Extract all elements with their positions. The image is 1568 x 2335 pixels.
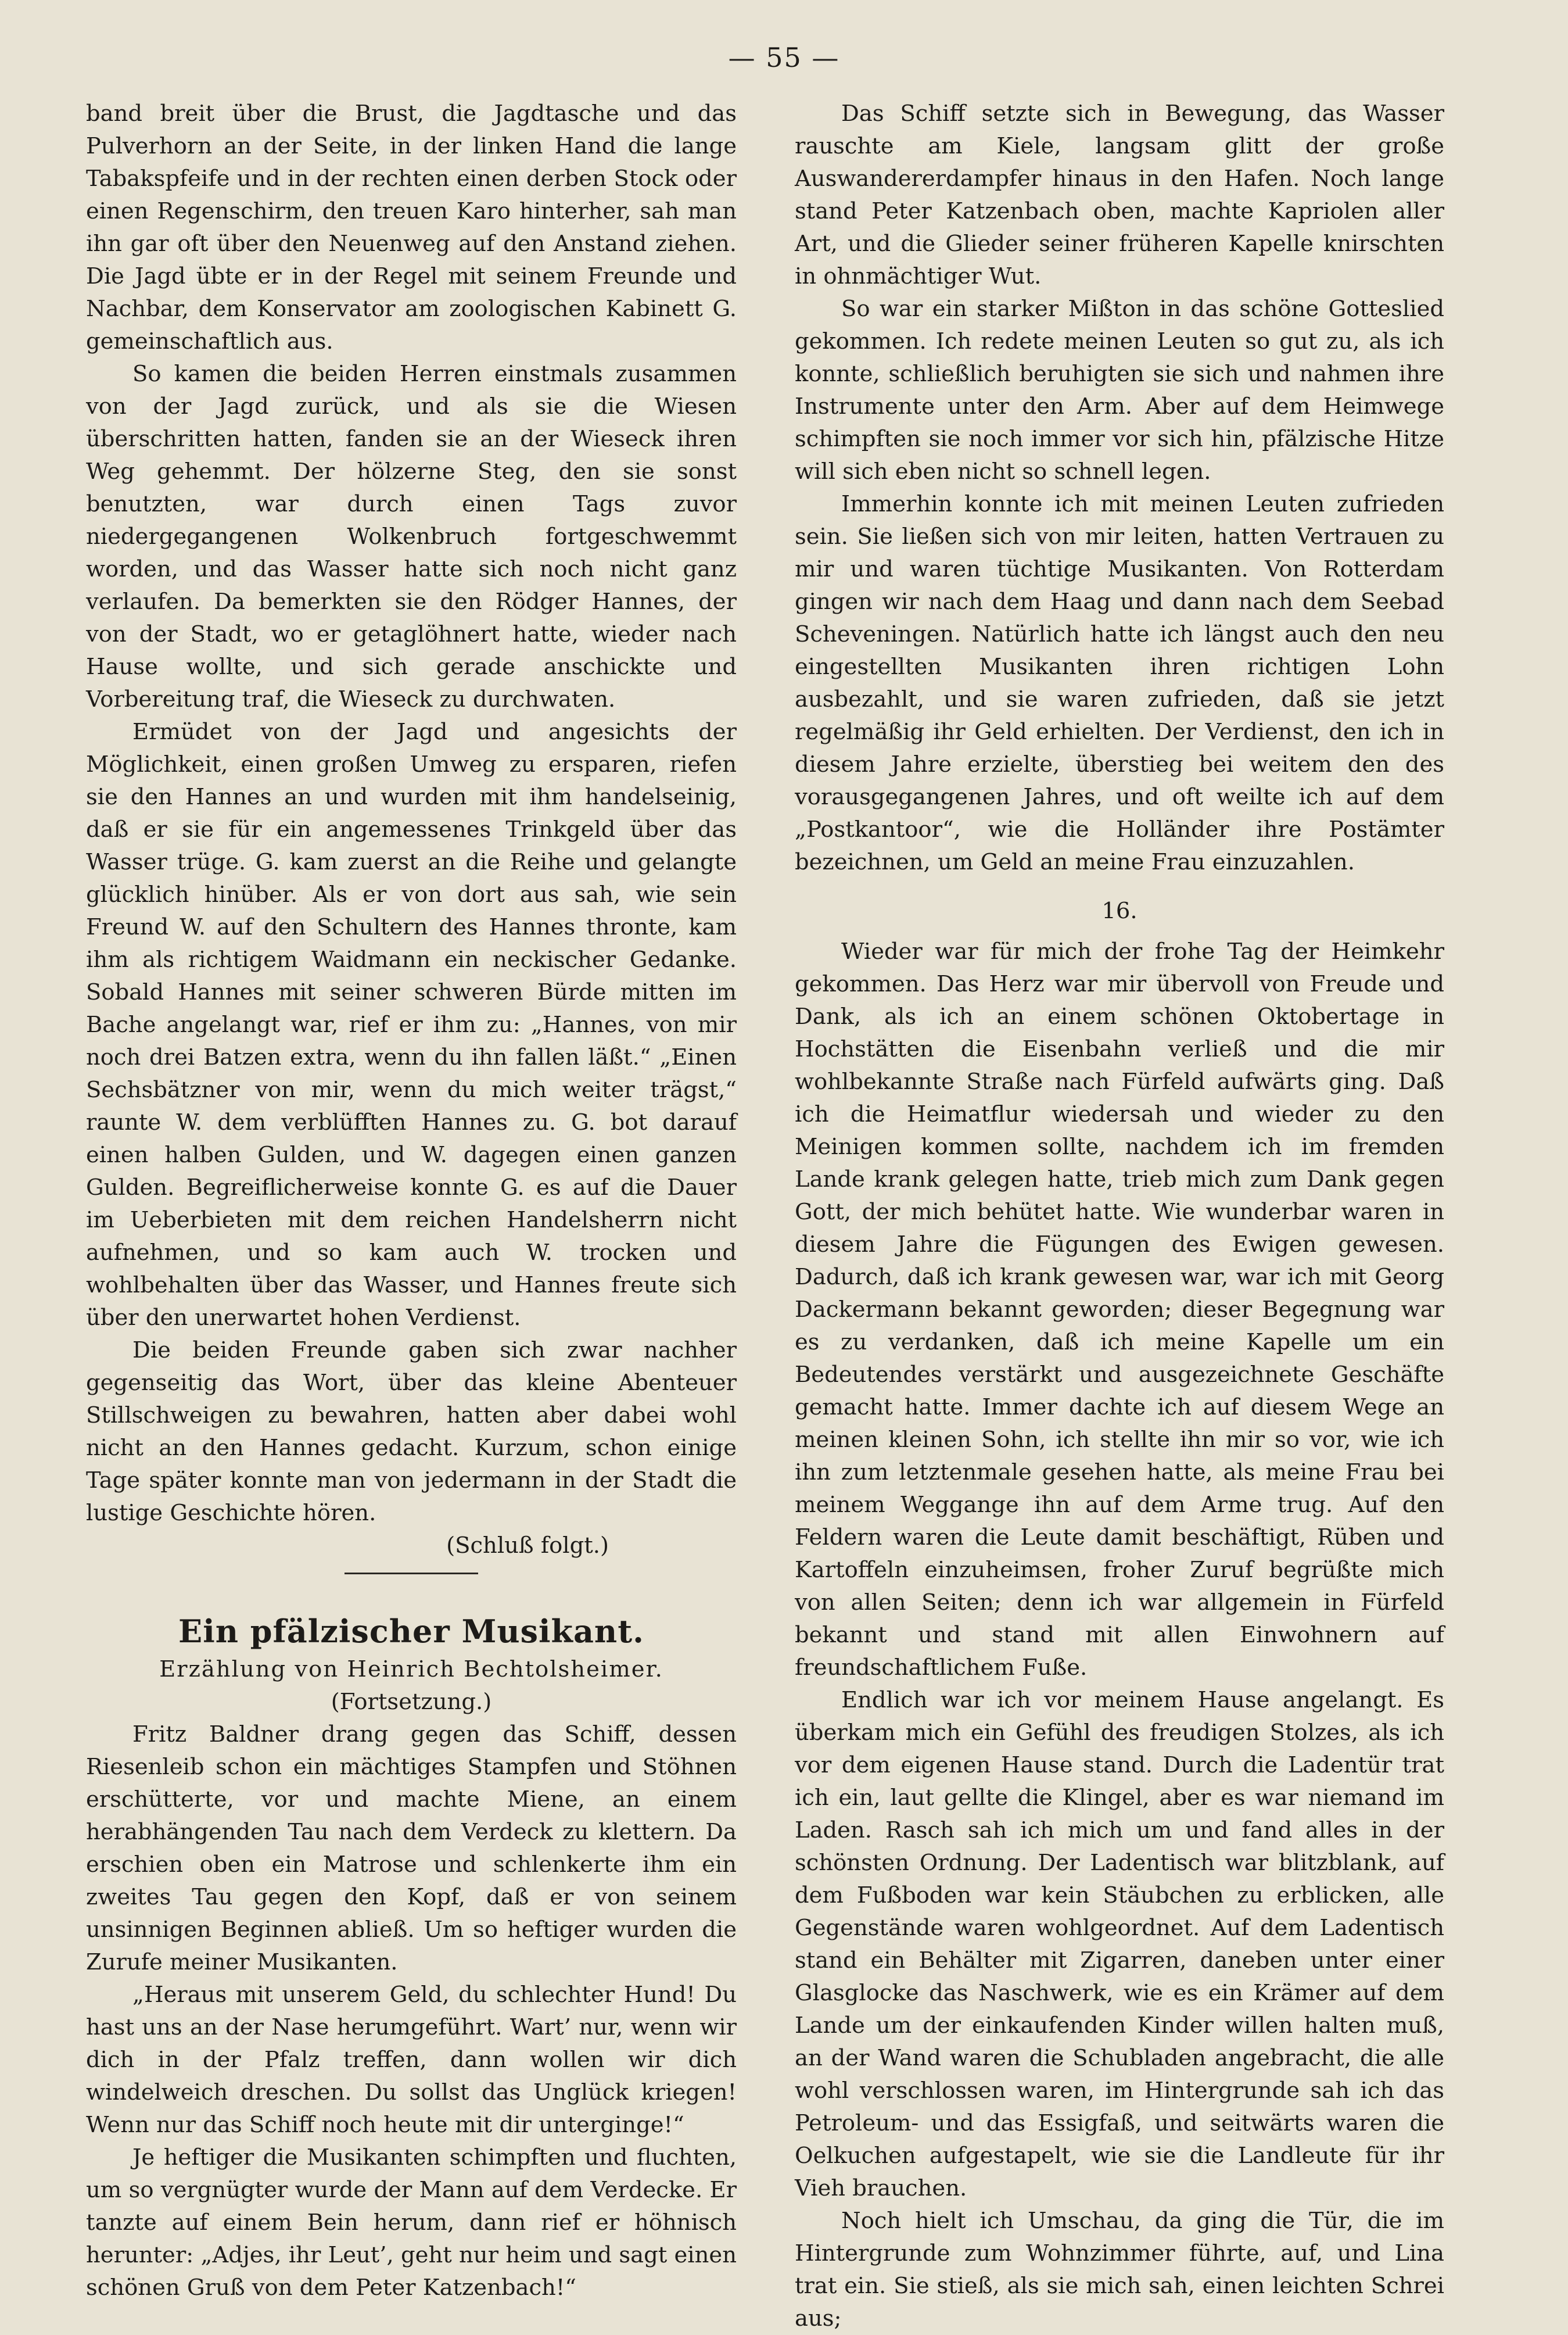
paragraph: Endlich war ich vor meinem Hause angelangt. Es überkam mich ein Gefühl des freudigen Stolzes, als ich vor dem eigenen Hause stand. Durch die Ladentür trat ich ein, laut gellte die Klingel, aber es war niemand im Laden. Rasch sah ich mich um und fand alles in der schönsten Ordnung. Der Ladentisch war blitzblank, auf dem Fußboden war kein Stäubchen zu erblicken, alle Gegenstände waren wohlgeordnet. Auf dem Ladentisch stand ein Behälter mit Zigarren, daneben unter einer Glasglocke das Naschwerk, wie es ein Krämer auf dem Lande um der einkaufenden Kinder willen halten muß, an der Wand waren die Schubladen angebracht, die alle wohl verschlossen waren, im Hintergrunde sah ich das Petroleum- und das Essigfaß, und seitwärts waren die Oelkuchen aufgestapelt, wie sie die Landleute für ihr Vieh brauchen.: [795, 1687, 1444, 2201]
chapter-number: 16.: [1101, 898, 1138, 924]
article-subtitle: Erzählung von Heinrich Bechtolsheimer.: [159, 1656, 663, 1682]
article-continuation-label: (Fortsetzung.): [331, 1689, 492, 1715]
paragraph: „Heraus mit unserem Geld, du schlechter Hund! Du hast uns an der Nase herumgeführt. Wart’ nur, wenn wir dich in der Pfalz treffen, dann wollen wir dich windelweich dreschen. Du sollst das Unglück kriegen! Wenn nur das Schiff noch heute mit dir unterginge!“: [86, 1982, 737, 2138]
paragraph: Je heftiger die Musikanten schimpften und fluchten, um so vergnügter wurde der Mann auf dem Verdecke. Er tanzte auf einem Bein herum, dann rief er höhnisch herunter: „Adjes, ihr Leut’, geht nur heim und sagt einen schönen Gruß von dem Peter Katzenbach!“: [86, 2144, 737, 2301]
paragraph: So kamen die beiden Herren einstmals zusammen von der Jagd zurück, und als sie die Wiesen überschritten hatten, fanden sie an der Wieseck ihren Weg gehemmt. Der hölzerne Steg, den sie sonst benutzten, war durch einen Tags zuvor niedergegangenen Wolkenbruch fortgeschwemmt worden, und das Wasser hatte sich noch nicht ganz verlaufen. Da bemerkten sie den Rödger Hannes, der von der Stadt, wo er getaglöhnert hatte, wieder nach Hause wollte, und sich gerade anschickte und Vorbereitung traf, die Wieseck zu durchwaten.: [86, 361, 737, 712]
paragraph: Die beiden Freunde gaben sich zwar nachher gegenseitig das Wort, über das kleine Abenteuer Stillschweigen zu bewahren, hatten aber dabei wohl nicht an den Hannes gedacht. Kurzum, schon einige Tage später konnte man von jedermann in der Stadt die lustige Geschichte hören.: [86, 1337, 737, 1526]
article-title: Ein pfälzischer Musikant.: [178, 1613, 644, 1650]
paragraph: Das Schiff setzte sich in Bewegung, das Wasser rauschte am Kiele, langsam glitt der große Auswandererdampfer hinaus in den Hafen. Noch lange stand Peter Katzenbach oben, machte Kapriolen aller Art, und die Glieder seiner früheren Kapelle knirschten in ohnmächtiger Wut.: [795, 101, 1444, 289]
paragraph: Immerhin konnte ich mit meinen Leuten zufrieden sein. Sie ließen sich von mir leiten, hatten Vertrauen zu mir und waren tüchtige Musikanten. Von Rotterdam gingen wir nach dem Haag und dann nach dem Seebad Scheveningen. Natürlich hatte ich längst auch den neu eingestellten Musikanten ihren richtigen Lohn ausbezahlt, und sie waren zufrieden, daß sie jetzt regelmäßig ihr Geld erhielten. Der Verdienst, den ich in diesem Jahre erzielte, überstieg bei weitem den des vorausgegangenen Jahres, und oft weilte ich auf dem „Postkantoor“, wie die Holländer ihre Postämter bezeichnen, um Geld an meine Frau einzuzahlen.: [795, 491, 1444, 875]
paragraph: Ermüdet von der Jagd und angesichts der Möglichkeit, einen großen Umweg zu ersparen, riefen sie den Hannes an und wurden mit ihm handelseinig, daß er sie für ein angemessenes Trinkgeld über das Wasser trüge. G. kam zuerst an die Reihe und gelangte glücklich hinüber. Als er von dort aus sah, wie sein Freund W. auf den Schultern des Hannes thronte, kam ihm als richtigem Waidmann ein neckischer Gedanke. Sobald Hannes mit seiner schweren Bürde mitten im Bache angelangt war, rief er ihm zu: „Hannes, von mir noch drei Batzen extra, wenn du ihn fallen läßt.“ „Einen Sechsbätzner von mir, wenn du mich weiter trägst,“ raunte W. dem verblüfften Hannes zu. G. bot darauf einen halben Gulden, und W. dagegen einen ganzen Gulden. Begreiflicherweise konnte G. es auf die Dauer im Ueberbieten mit dem reichen Handelsherrn nicht aufnehmen, und so kam auch W. trocken und wohlbehalten über das Wasser, und Hannes freute sich über den unerwartet hohen Verdienst.: [86, 719, 737, 1331]
paragraph: Noch hielt ich Umschau, da ging die Tür, die im Hintergrunde zum Wohnzimmer führte, auf, und Lina trat ein. Sie stieß, als sie mich sah, einen leichten Schrei aus;: [795, 2208, 1444, 2332]
paragraph: So war ein starker Mißton in das schöne Gotteslied gekommen. Ich redete meinen Leuten so gut zu, als ich konnte, schließlich beruhigten sie sich und nahmen ihre Instrumente unter den Arm. Aber auf dem Heimwege schimpften sie noch immer vor sich hin, pfälzische Hitze will sich eben nicht so schnell legen.: [795, 296, 1444, 485]
page-number: — 55 —: [728, 42, 840, 73]
paragraph: Wieder war für mich der frohe Tag der Heimkehr gekommen. Das Herz war mir übervoll von Freude und Dank, als ich an einem schönen Oktobertage in Hochstätten die Eisenbahn verließ und die mir wohlbekannte Straße nach Fürfeld aufwärts ging. Daß ich die Heimatflur wiedersah und wieder zu den Meinigen kommen sollte, nachdem ich im fremden Lande krank gelegen hatte, trieb mich zum Dank gegen Gott, der mich behütet hatte. Wie wunderbar waren in diesem Jahre die Fügungen des Ewigen gewesen. Dadurch, daß ich krank gewesen war, war ich mit Georg Dackermann bekannt geworden; dieser Begegnung war es zu verdanken, daß ich meine Kapelle um ein Bedeutendes verstärkt und ausgezeichnete Geschäfte gemacht hatte. Immer dachte ich auf diesem Wege an meinen kleinen Sohn, ich stellte ihn mir so vor, wie ich ihn zum letztenmale gesehen hatte, als meine Frau bei meinem Weggange ihn auf dem Arme trug. Auf den Feldern waren die Leute damit beschäftigt, Rüben und Kartoffeln einzuheimsen, froher Zuruf begrüßte mich von allen Seiten; denn ich war allgemein in Fürfeld bekannt und stand mit allen Einwohnern auf freundschaftlichem Fuße.: [795, 939, 1444, 1681]
continuation-note: (Schluß folgt.): [446, 1532, 609, 1559]
right-column: [795, 98, 1444, 2335]
paragraph: band breit über die Brust, die Jagdtasche und das Pulverhorn an der Seite, in der linken Hand die lange Tabakspfeife und in der rechten einen derben Stock oder einen Regenschirm, den treuen Karo hinterher, sah man ihn gar oft über den Neuenweg auf den Anstand ziehen. Die Jagd übte er in der Regel mit seinem Freunde und Nachbar, dem Konservator am zoologischen Kabinett G. gemeinschaftlich aus.: [86, 101, 737, 354]
left-column: [86, 98, 737, 2304]
section-divider: [345, 1573, 478, 1574]
paragraph: Fritz Baldner drang gegen das Schiff, dessen Riesenleib schon ein mächtiges Stampfen und Stöhnen erschütterte, vor und machte Miene, an einem herabhängenden Tau nach dem Verdeck zu klettern. Da erschien oben ein Matrose und schlenkerte ihm ein zweites Tau gegen den Kopf, daß er von seinem unsinnigen Beginnen abließ. Um so heftiger wurden die Zurufe meiner Musikanten.: [86, 1721, 737, 1975]
